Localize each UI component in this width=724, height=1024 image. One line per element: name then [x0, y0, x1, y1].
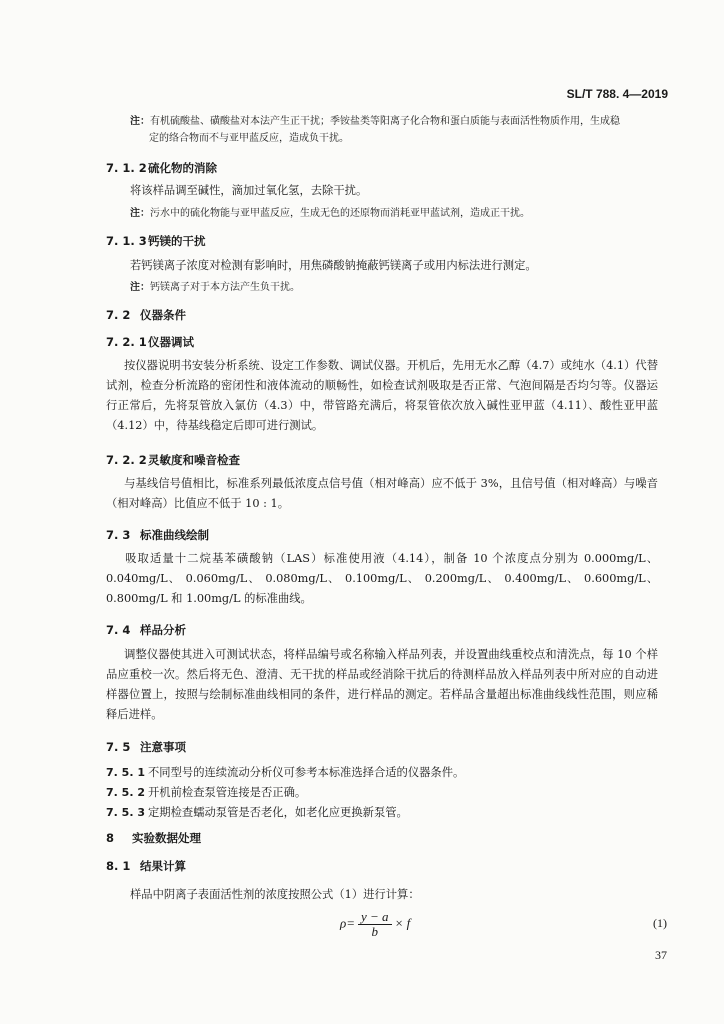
paragraph: 若钙镁离子浓度对检测有影响时，用焦磷酸钠掩蔽钙镁离子或用内标法进行测定。	[130, 259, 537, 272]
heading-7-2-1	[106, 334, 194, 350]
note-label: 注：	[130, 208, 150, 219]
section-number: 8. 1	[106, 859, 131, 873]
heading-8-1	[106, 858, 186, 874]
section-title: 仪器调试	[148, 335, 194, 349]
paragraph: 将该样品调至碱性，滴加过氧化氢，去除干扰。	[130, 184, 368, 197]
section-number: 7. 5	[106, 740, 131, 754]
paragraph	[106, 356, 658, 436]
section-title: 实验数据处理	[132, 831, 201, 845]
note-text-cont: 定的络合物而不与亚甲蓝反应，造成负干扰。	[149, 133, 349, 144]
section-number: 7. 2. 2	[106, 453, 147, 467]
section-title: 样品分析	[140, 623, 186, 637]
denominator: b	[371, 924, 379, 939]
heading-7-1-2	[106, 160, 217, 176]
paragraph-text: 吸取适量十二烷基苯磺酸钠（LAS）标准使用液（4.14），制备 10 个浓度点分别为 0.000mg/L、0.040mg/L、 0.060mg/L、 0.080mg/L、 0.100mg/L、 0.200mg/L、 0.400mg/L、 0.600mg/L、0.800mg/L 和 1.00mg/L 的标准曲线。	[106, 552, 658, 605]
section-number: 7. 4	[106, 623, 131, 637]
equation-number: (1)	[653, 916, 667, 930]
section-number: 7. 1. 2	[106, 161, 147, 175]
heading-8	[106, 830, 201, 846]
heading-7-4	[106, 622, 186, 638]
section-number: 7. 1. 3	[106, 234, 147, 248]
note-interference	[130, 113, 620, 130]
section-number: 7. 2. 1	[106, 335, 147, 349]
heading-7-1-3	[106, 233, 206, 249]
paragraph-text: 按仪器说明书安装分析系统、设定工作参数、调试仪器。开机后，先用无水乙醇（4.7）或纯水（4.1）代替试剂，检查分析流路的密闭性和液体流动的顺畅性，如检查试剂吸取是否正常、气泡间隔是否均匀等。仪器运行正常后，先将泵管放入氯仿（4.3）中，带管路充满后，将泵管依次放入碱性亚甲蓝（4.11）、酸性亚甲蓝（4.12）中，待基线稳定后即可进行测试。	[106, 359, 658, 432]
item-number: 7. 5. 3	[106, 806, 145, 819]
list-item	[106, 763, 464, 783]
section-title: 标准曲线绘制	[140, 528, 209, 542]
formula-rhs: × f	[394, 915, 411, 931]
formula-lhs: ρ=	[340, 915, 356, 931]
heading-7-2	[106, 307, 186, 323]
item-number: 7. 5. 2	[106, 786, 145, 799]
heading-7-3	[106, 527, 209, 543]
heading-7-2-2	[106, 452, 240, 468]
note-text: 钙镁离子对于本方法产生负干扰。	[150, 282, 300, 293]
paragraph	[106, 549, 658, 609]
heading-7-5	[106, 739, 186, 755]
item-text: 定期检查蠕动泵管是否老化，如老化应更换新泵管。	[148, 806, 408, 819]
item-number: 7. 5. 1	[106, 766, 145, 779]
section-title: 仪器条件	[140, 308, 186, 322]
paragraph: 样品中阴离子表面活性剂的浓度按照公式（1）进行计算：	[130, 888, 420, 901]
note-label: 注：	[130, 282, 150, 293]
formula	[340, 910, 410, 939]
paragraph-text: 与基线信号值相比，标准系列最低浓度点信号值（相对峰高）应不低于 3%，且信号值（相对峰高）与噪音（相对峰高）比值应不低于 10 : 1。	[106, 477, 658, 510]
fraction	[358, 910, 392, 939]
section-number: 8	[106, 831, 115, 845]
numerator: y − a	[358, 910, 392, 925]
section-title: 注意事项	[140, 740, 186, 754]
section-title: 结果计算	[140, 859, 186, 873]
paragraph	[106, 645, 658, 725]
item-text: 开机前检查泵管连接是否正确。	[148, 786, 307, 799]
item-text: 不同型号的连续流动分析仪可参考本标准选择合适的仪器条件。	[148, 766, 465, 779]
section-number: 7. 3	[106, 528, 131, 542]
section-number: 7. 2	[106, 308, 131, 322]
section-title: 灵敏度和噪音检查	[148, 453, 240, 467]
section-title: 硫化物的消除	[148, 161, 217, 175]
list-item	[106, 783, 306, 803]
note-text: 污水中的硫化物能与亚甲蓝反应，生成无色的还原物而消耗亚甲蓝试剂，造成正干扰。	[150, 208, 530, 219]
standard-number: SL/T 788. 4—2019	[566, 87, 668, 101]
page-number: 37	[655, 948, 667, 962]
list-item	[106, 803, 408, 823]
paragraph-text: 调整仪器使其进入可测试状态，将样品编号或名称输入样品列表，并设置曲线重校点和清洗点，每 10 个样品应重校一次。然后将无色、澄清、无干扰的样品或经消除干扰后的待测样品放入样品列表中所对应的自动进样器位置上，按照与绘制标准曲线相同的条件，进行样品的测定。若样品含量超出标准曲线线性范围，则应稀释后进样。	[106, 648, 658, 721]
note-label: 注：	[130, 116, 150, 127]
note-text: 有机硫酸盐、磺酸盐对本法产生正干扰；季铵盐类等阳离子化合物和蛋白质能与表面活性物质作用，生成稳	[150, 116, 620, 127]
note	[130, 279, 300, 296]
section-title: 钙镁的干扰	[148, 234, 206, 248]
paragraph	[106, 474, 658, 514]
note	[130, 205, 530, 222]
